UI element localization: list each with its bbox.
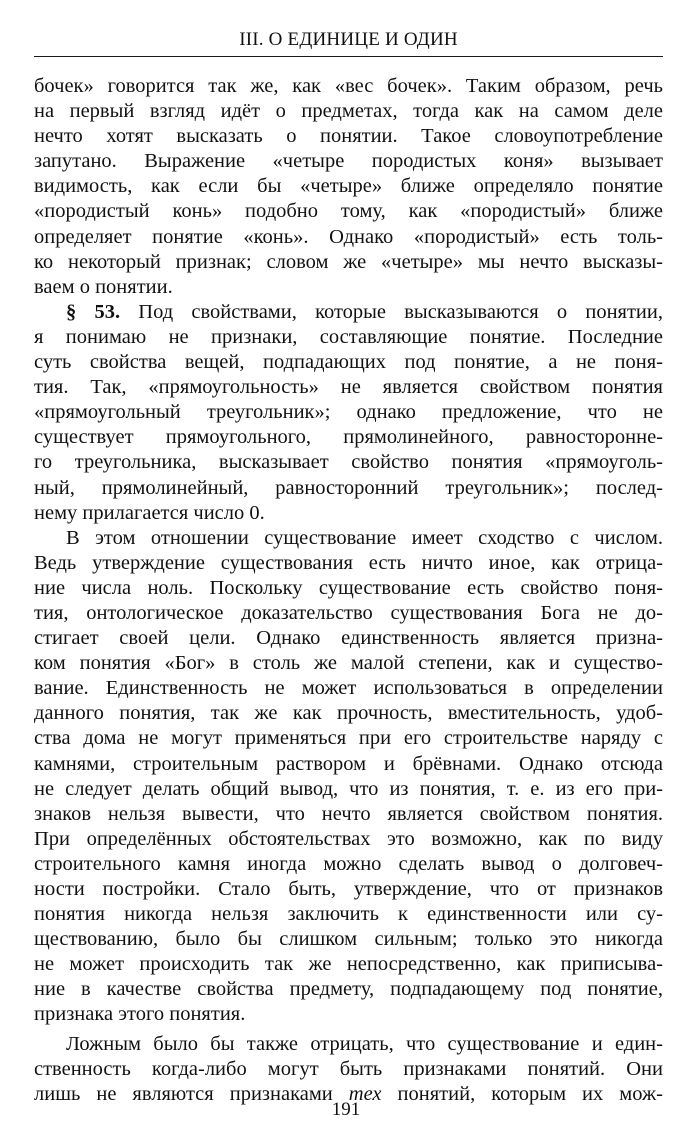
text-fragment: Под свойствами, которые высказываются о понятии, [120, 300, 663, 323]
running-title: III. О ЕДИНИЦЕ И ОДИН [239, 29, 458, 50]
text-line: на первый взгляд идёт о предметах, тогда как на самом деле [34, 100, 663, 123]
page-number: 191 [331, 1099, 361, 1120]
text-line: тия. Так, «прямоугольность» не является свойством понятия [34, 376, 663, 399]
text-line: В этом отношении существование имеет сходство с числом. [66, 526, 663, 549]
text-line: «прямоугольный треугольник»; однако предложение, что не [34, 401, 663, 424]
text-line: вание. Единственность не может использоваться в определении [34, 677, 663, 700]
text-line: ный, прямолинейный, равносторонний треугольник»; послед- [34, 476, 663, 499]
text-line: ко некоторый признак; словом же «четыре» мы нечто высказы- [34, 250, 663, 273]
text-line: камнями, строительным раствором и брёвнами. Однако отсюда [34, 752, 663, 775]
text-line: я понимаю не признаки, составляющие понятие. Последние [34, 325, 663, 348]
section-number: § 53. [66, 300, 121, 323]
text-line: ваем о понятии. [34, 275, 173, 298]
text-line: ственность когда-либо могут быть признаками понятий. Они [34, 1057, 663, 1080]
text-line: существует прямоугольного, прямолинейного, равносторонне- [34, 426, 663, 449]
text-line: Ложным было бы также отрицать, что существование и един- [66, 1032, 663, 1055]
text-line: ком понятия «Бог» в столь же малой степени, как и существо- [34, 652, 663, 675]
text-line: тия, онтологическое доказательство существования Бога не до- [34, 601, 663, 624]
text-line: строительного камня иногда можно сделать вывод о долговеч- [34, 852, 663, 875]
text-line: признака этого понятия. [34, 1003, 246, 1026]
text-line: ние в качестве свойства предмету, подпадающему под понятие, [34, 978, 663, 1001]
paragraph [34, 526, 663, 1028]
text-line: «породистый конь» подобно тому, как «породистый» ближе [34, 200, 663, 223]
paragraph [34, 1032, 663, 1107]
text-line: суть свойства вещей, подпадающих под понятие, а не поня- [34, 351, 663, 374]
text-line: При определённых обстоятельствах это возможно, как по виду [34, 827, 663, 850]
body-text [34, 74, 663, 1107]
running-header [34, 24, 663, 57]
text-line: видимость, как если бы «четыре» ближе определяло понятие [34, 175, 663, 198]
text-fragment: понятий, которым их мож- [381, 1082, 663, 1105]
text-line: определяет понятие «конь». Однако «породистый» есть толь- [34, 225, 663, 248]
text-line: Ведь утверждение существования есть ничто иное, как отрица- [34, 551, 663, 574]
text-line: понятия никогда нельзя заключить к единственности или су- [34, 903, 663, 926]
text-line: ности постройки. Стало быть, утверждение, что от признаков [34, 878, 663, 900]
text-line: не следует делать общий вывод, что из понятия, т. е. из его при- [34, 777, 663, 800]
text-line: не может происходить так же непосредственно, как приписыва- [34, 953, 663, 976]
text-line: бочек» говорится так же, как «вес бочек». Таким образом, речь [34, 75, 663, 97]
text-line: ние числа ноль. Поскольку существование есть свойство поня- [34, 576, 663, 599]
text-line: ства дома не могут применяться при его строительстве наряду с [34, 727, 663, 750]
text-line: нему прилагается число 0. [34, 501, 265, 524]
text-line: запутано. Выражение «четыре породистых коня» вызывает [34, 150, 663, 173]
text-line [34, 300, 663, 325]
text-line: стигает своей цели. Однако единственность является призна- [34, 627, 663, 650]
emphasis: тех [348, 1082, 382, 1105]
text-line: го треугольника, высказывает свойство понятия «прямоуголь- [34, 451, 663, 474]
text-line: нечто хотят высказать о понятии. Такое словоупотребление [34, 125, 663, 148]
text-line: данного понятия, так же как прочность, вместительность, удоб- [34, 702, 663, 725]
text-line: ществованию, было бы слишком сильным; только это никогда [34, 928, 663, 951]
paragraph-section-53 [34, 300, 663, 526]
paragraph [34, 74, 663, 300]
text-fragment: лишь не являются признаками [34, 1082, 349, 1105]
text-line: знаков нельзя вывести, что нечто является свойством понятия. [34, 802, 663, 825]
